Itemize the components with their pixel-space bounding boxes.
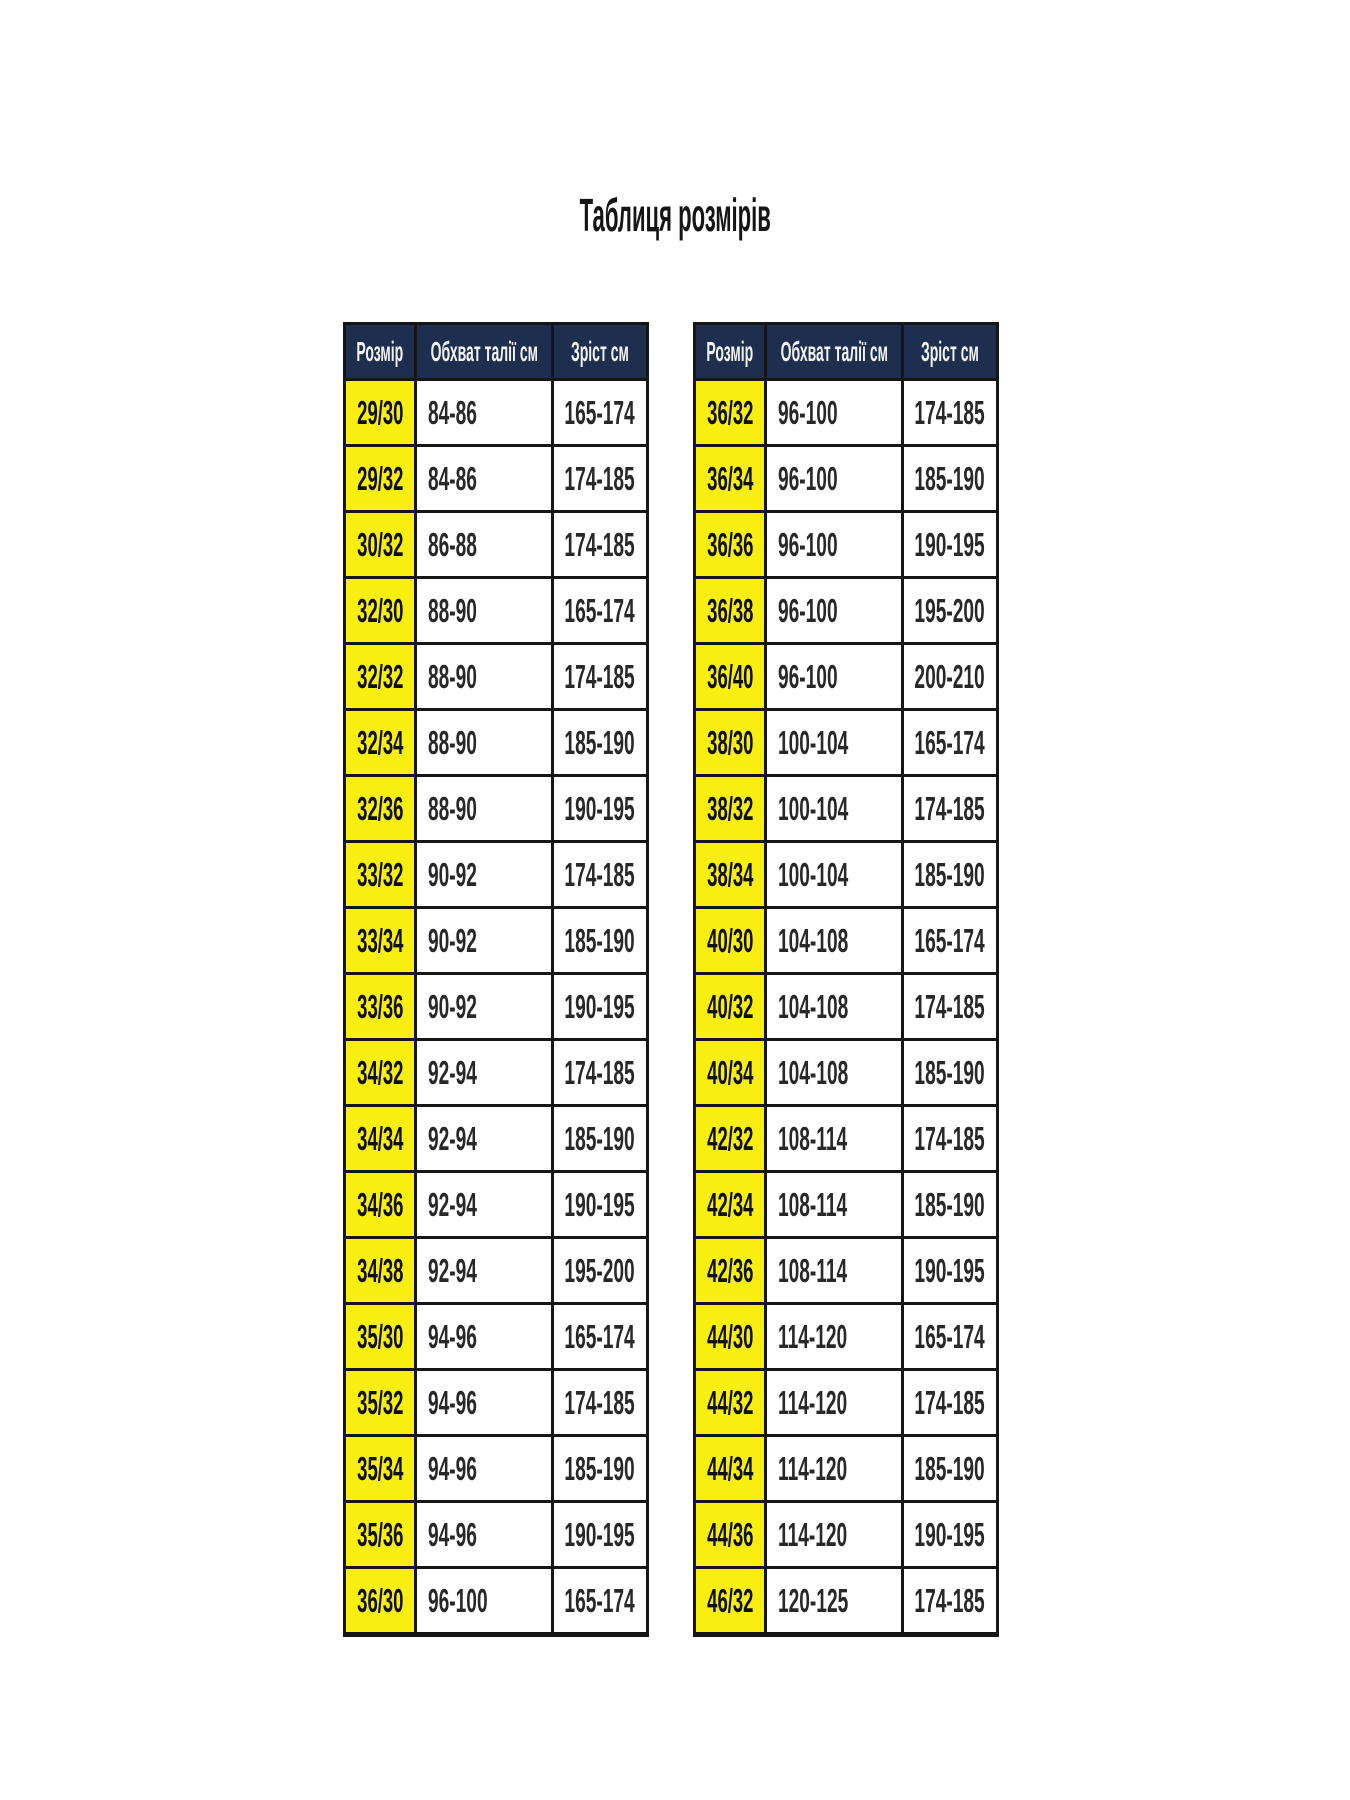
waist-cell <box>414 645 554 708</box>
waist-cell <box>414 1569 554 1632</box>
height-cell-text: 165-174 <box>564 394 636 431</box>
waist-cell <box>764 843 904 906</box>
size-cell-text: 42/32 <box>706 1120 754 1157</box>
table-row <box>346 774 646 840</box>
size-cell <box>346 1437 414 1500</box>
size-cell-text: 34/36 <box>356 1186 404 1223</box>
size-cell-text: 38/32 <box>706 790 754 827</box>
height-cell-text: 185-190 <box>914 1186 986 1223</box>
waist-cell <box>764 1107 904 1170</box>
size-cell-text: 33/36 <box>356 988 404 1025</box>
size-table-left <box>343 322 649 1637</box>
size-cell-text: 36/40 <box>706 658 754 695</box>
waist-cell-text: 114-120 <box>778 1318 848 1355</box>
column-header-size <box>346 325 414 378</box>
size-cell-text: 44/32 <box>706 1384 754 1421</box>
height-cell <box>904 513 996 576</box>
size-cell <box>696 645 764 708</box>
size-cell-text: 38/34 <box>706 856 754 893</box>
size-cell <box>696 513 764 576</box>
table-row <box>346 378 646 444</box>
size-cell-text: 36/38 <box>706 592 754 629</box>
waist-cell-text: 92-94 <box>428 1120 477 1157</box>
table-row <box>696 1236 996 1302</box>
tables-container <box>343 322 999 1637</box>
column-header-height-text: Зріст см <box>571 335 629 367</box>
table-row <box>696 1170 996 1236</box>
table-row <box>346 576 646 642</box>
size-table-right <box>693 322 999 1637</box>
height-cell <box>904 1503 996 1566</box>
height-cell <box>904 1173 996 1236</box>
waist-cell <box>764 513 904 576</box>
waist-cell <box>764 1041 904 1104</box>
waist-cell <box>414 711 554 774</box>
waist-cell-text: 88-90 <box>428 790 477 827</box>
size-cell-text: 40/32 <box>706 988 754 1025</box>
table-row <box>346 972 646 1038</box>
size-cell <box>346 513 414 576</box>
waist-cell-text: 94-96 <box>428 1450 477 1487</box>
height-cell-text: 174-185 <box>914 790 986 827</box>
table-row <box>346 1038 646 1104</box>
table-row <box>696 1038 996 1104</box>
size-cell-text: 44/30 <box>706 1318 754 1355</box>
height-cell <box>904 579 996 642</box>
height-cell-text: 185-190 <box>564 724 636 761</box>
waist-cell <box>764 381 904 444</box>
column-header-height-text: Зріст см <box>921 335 979 367</box>
waist-cell <box>414 1305 554 1368</box>
height-cell <box>554 1503 646 1566</box>
column-header-waist <box>414 325 554 378</box>
height-cell-text: 190-195 <box>564 1516 636 1553</box>
size-cell <box>346 447 414 510</box>
waist-cell-text: 100-104 <box>778 856 849 893</box>
table-row <box>696 1302 996 1368</box>
height-cell <box>904 1437 996 1500</box>
table-row <box>346 642 646 708</box>
table-row <box>696 444 996 510</box>
waist-cell <box>764 1437 904 1500</box>
table-row <box>346 444 646 510</box>
waist-cell-text: 94-96 <box>428 1516 477 1553</box>
height-cell <box>554 909 646 972</box>
height-cell-text: 190-195 <box>564 790 636 827</box>
table-row <box>346 1104 646 1170</box>
waist-cell <box>414 513 554 576</box>
height-cell <box>554 843 646 906</box>
waist-cell <box>764 909 904 972</box>
height-cell-text: 174-185 <box>564 1054 636 1091</box>
size-cell-text: 36/30 <box>356 1582 404 1619</box>
table-row <box>696 972 996 1038</box>
size-cell-text: 32/30 <box>356 592 404 629</box>
column-header-waist <box>764 325 904 378</box>
waist-cell-text: 92-94 <box>428 1252 477 1289</box>
size-cell <box>346 777 414 840</box>
waist-cell <box>764 579 904 642</box>
waist-cell-text: 100-104 <box>778 724 849 761</box>
height-cell-text: 174-185 <box>914 1120 986 1157</box>
waist-cell-text: 114-120 <box>778 1516 848 1553</box>
height-cell <box>554 645 646 708</box>
size-cell-text: 35/36 <box>356 1516 404 1553</box>
height-cell-text: 195-200 <box>564 1252 636 1289</box>
waist-cell <box>764 1173 904 1236</box>
height-cell-text: 185-190 <box>914 856 986 893</box>
size-cell <box>346 579 414 642</box>
height-cell-text: 190-195 <box>914 526 986 563</box>
waist-cell <box>414 1371 554 1434</box>
waist-cell-text: 104-108 <box>778 922 849 959</box>
size-cell <box>346 645 414 708</box>
waist-cell <box>764 711 904 774</box>
waist-cell <box>764 1305 904 1368</box>
height-cell <box>904 1569 996 1632</box>
column-header-size-text: Розмір <box>706 335 754 367</box>
height-cell <box>554 381 646 444</box>
size-cell-text: 46/32 <box>706 1582 754 1619</box>
waist-cell <box>764 645 904 708</box>
waist-cell-text: 108-114 <box>778 1186 848 1223</box>
height-cell-text: 174-185 <box>914 988 986 1025</box>
size-cell <box>696 1371 764 1434</box>
height-cell-text: 174-185 <box>564 526 636 563</box>
waist-cell-text: 86-88 <box>428 526 477 563</box>
waist-cell-text: 114-120 <box>778 1450 848 1487</box>
table-row <box>696 1104 996 1170</box>
height-cell <box>904 777 996 840</box>
height-cell-text: 165-174 <box>914 1318 986 1355</box>
waist-cell-text: 96-100 <box>778 394 838 431</box>
height-cell-text: 165-174 <box>914 724 986 761</box>
size-cell <box>696 975 764 1038</box>
height-cell <box>904 843 996 906</box>
table-row <box>346 1500 646 1566</box>
size-cell <box>346 843 414 906</box>
table-row <box>346 708 646 774</box>
height-cell-text: 185-190 <box>914 1054 986 1091</box>
height-cell-text: 174-185 <box>914 1582 986 1619</box>
size-cell <box>346 1041 414 1104</box>
table-row <box>696 774 996 840</box>
height-cell-text: 174-185 <box>914 394 986 431</box>
height-cell-text: 185-190 <box>914 1450 986 1487</box>
height-cell-text: 174-185 <box>564 856 636 893</box>
size-cell <box>696 777 764 840</box>
waist-cell-text: 88-90 <box>428 724 477 761</box>
waist-cell <box>414 1503 554 1566</box>
size-cell-text: 34/38 <box>356 1252 404 1289</box>
waist-cell <box>764 777 904 840</box>
waist-cell <box>414 579 554 642</box>
waist-cell-text: 108-114 <box>778 1120 848 1157</box>
waist-cell <box>414 381 554 444</box>
size-cell <box>696 1437 764 1500</box>
size-cell-text: 36/36 <box>706 526 754 563</box>
height-cell <box>904 909 996 972</box>
table-row <box>346 1368 646 1434</box>
size-cell-text: 29/30 <box>356 394 404 431</box>
height-cell <box>904 711 996 774</box>
waist-cell <box>764 1569 904 1632</box>
height-cell <box>904 1107 996 1170</box>
waist-cell-text: 100-104 <box>778 790 849 827</box>
size-cell <box>346 381 414 444</box>
size-cell <box>346 1569 414 1632</box>
waist-cell <box>764 1503 904 1566</box>
waist-cell <box>414 1041 554 1104</box>
size-cell-text: 33/32 <box>356 856 404 893</box>
waist-cell-text: 104-108 <box>778 988 849 1025</box>
table-row <box>696 576 996 642</box>
size-cell <box>696 579 764 642</box>
height-cell-text: 165-174 <box>564 1582 636 1619</box>
size-cell-text: 30/32 <box>356 526 404 563</box>
size-cell-text: 35/32 <box>356 1384 404 1421</box>
size-cell <box>346 1503 414 1566</box>
height-cell-text: 165-174 <box>564 1318 636 1355</box>
table-row <box>696 1500 996 1566</box>
height-cell <box>904 1041 996 1104</box>
table-row <box>346 1434 646 1500</box>
waist-cell <box>764 447 904 510</box>
table-row <box>346 1236 646 1302</box>
size-cell <box>696 447 764 510</box>
table-row <box>346 840 646 906</box>
height-cell-text: 200-210 <box>914 658 986 695</box>
waist-cell <box>414 909 554 972</box>
height-cell <box>904 1239 996 1302</box>
size-cell <box>696 843 764 906</box>
height-cell-text: 195-200 <box>914 592 986 629</box>
waist-cell-text: 104-108 <box>778 1054 849 1091</box>
height-cell <box>554 1107 646 1170</box>
size-cell <box>696 909 764 972</box>
waist-cell-text: 92-94 <box>428 1186 477 1223</box>
size-cell <box>346 1305 414 1368</box>
height-cell <box>554 513 646 576</box>
height-cell-text: 174-185 <box>564 658 636 695</box>
height-cell-text: 165-174 <box>914 922 986 959</box>
height-cell-text: 190-195 <box>914 1252 986 1289</box>
header-row <box>696 325 996 378</box>
height-cell <box>554 975 646 1038</box>
height-cell-text: 190-195 <box>914 1516 986 1553</box>
size-cell-text: 35/30 <box>356 1318 404 1355</box>
table-row <box>696 906 996 972</box>
height-cell <box>554 1305 646 1368</box>
waist-cell-text: 92-94 <box>428 1054 477 1091</box>
height-cell-text: 174-185 <box>564 1384 636 1421</box>
size-cell-text: 44/36 <box>706 1516 754 1553</box>
size-cell <box>696 1239 764 1302</box>
size-cell-text: 29/32 <box>356 460 404 497</box>
waist-cell-text: 84-86 <box>428 394 477 431</box>
waist-cell-text: 90-92 <box>428 988 477 1025</box>
size-cell <box>346 1371 414 1434</box>
height-cell <box>554 1239 646 1302</box>
waist-cell-text: 94-96 <box>428 1318 477 1355</box>
table-row <box>696 1368 996 1434</box>
column-header-height <box>904 325 996 378</box>
waist-cell-text: 90-92 <box>428 856 477 893</box>
table-row <box>696 840 996 906</box>
size-cell <box>346 1107 414 1170</box>
waist-cell-text: 88-90 <box>428 658 477 695</box>
table-row <box>696 378 996 444</box>
size-cell <box>696 1503 764 1566</box>
size-cell-text: 44/34 <box>706 1450 754 1487</box>
table-row <box>346 1302 646 1368</box>
height-cell-text: 185-190 <box>564 1120 636 1157</box>
height-cell <box>904 447 996 510</box>
height-cell <box>904 381 996 444</box>
height-cell <box>904 645 996 708</box>
waist-cell-text: 94-96 <box>428 1384 477 1421</box>
size-cell <box>346 975 414 1038</box>
table-row <box>696 1434 996 1500</box>
header-row <box>346 325 646 378</box>
waist-cell <box>414 447 554 510</box>
waist-cell <box>414 843 554 906</box>
table-row <box>346 1170 646 1236</box>
size-cell-text: 40/34 <box>706 1054 754 1091</box>
height-cell-text: 185-190 <box>564 922 636 959</box>
height-cell <box>554 711 646 774</box>
waist-cell-text: 120-125 <box>778 1582 849 1619</box>
height-cell <box>554 579 646 642</box>
height-cell-text: 185-190 <box>564 1450 636 1487</box>
height-cell-text: 190-195 <box>564 1186 636 1223</box>
height-cell <box>554 1173 646 1236</box>
size-cell-text: 42/36 <box>706 1252 754 1289</box>
column-header-waist-text: Обхват талії см <box>430 335 538 367</box>
table-row <box>346 906 646 972</box>
size-cell <box>346 1173 414 1236</box>
size-cell <box>696 1173 764 1236</box>
size-cell-text: 35/34 <box>356 1450 404 1487</box>
size-cell-text: 42/34 <box>706 1186 754 1223</box>
height-cell <box>554 1569 646 1632</box>
size-cell <box>696 1041 764 1104</box>
waist-cell-text: 96-100 <box>778 460 838 497</box>
height-cell <box>904 975 996 1038</box>
height-cell <box>554 1041 646 1104</box>
height-cell-text: 165-174 <box>564 592 636 629</box>
size-cell <box>346 711 414 774</box>
waist-cell-text: 96-100 <box>778 658 838 695</box>
waist-cell-text: 114-120 <box>778 1384 848 1421</box>
column-header-waist-text: Обхват талії см <box>780 335 888 367</box>
height-cell <box>904 1371 996 1434</box>
waist-cell <box>764 1239 904 1302</box>
size-cell-text: 32/32 <box>356 658 404 695</box>
height-cell-text: 190-195 <box>564 988 636 1025</box>
size-cell-text: 38/30 <box>706 724 754 761</box>
table-row <box>346 510 646 576</box>
size-cell-text: 34/34 <box>356 1120 404 1157</box>
size-cell-text: 34/32 <box>356 1054 404 1091</box>
size-cell-text: 40/30 <box>706 922 754 959</box>
table-row <box>696 1566 996 1632</box>
waist-cell-text: 96-100 <box>778 526 838 563</box>
waist-cell <box>414 1173 554 1236</box>
waist-cell-text: 90-92 <box>428 922 477 959</box>
waist-cell <box>414 975 554 1038</box>
waist-cell-text: 96-100 <box>428 1582 488 1619</box>
size-cell <box>346 1239 414 1302</box>
height-cell-text: 174-185 <box>914 1384 986 1421</box>
table-row <box>346 1566 646 1632</box>
size-cell-text: 32/34 <box>356 724 404 761</box>
size-cell <box>696 381 764 444</box>
size-cell-text: 33/34 <box>356 922 404 959</box>
table-row <box>696 510 996 576</box>
waist-cell <box>414 1107 554 1170</box>
height-cell-text: 185-190 <box>914 460 986 497</box>
table-row <box>696 708 996 774</box>
waist-cell-text: 108-114 <box>778 1252 848 1289</box>
waist-cell <box>764 975 904 1038</box>
column-header-size-text: Розмір <box>356 335 404 367</box>
size-cell-text: 36/32 <box>706 394 754 431</box>
waist-cell-text: 96-100 <box>778 592 838 629</box>
size-cell <box>696 1305 764 1368</box>
height-cell <box>554 777 646 840</box>
size-cell-text: 36/34 <box>706 460 754 497</box>
height-cell-text: 174-185 <box>564 460 636 497</box>
size-cell <box>696 711 764 774</box>
size-cell <box>346 909 414 972</box>
waist-cell-text: 84-86 <box>428 460 477 497</box>
size-cell <box>696 1107 764 1170</box>
waist-cell <box>414 777 554 840</box>
height-cell <box>554 447 646 510</box>
table-row <box>696 642 996 708</box>
waist-cell-text: 88-90 <box>428 592 477 629</box>
height-cell <box>554 1437 646 1500</box>
size-cell-text: 32/36 <box>356 790 404 827</box>
height-cell <box>554 1371 646 1434</box>
waist-cell <box>764 1371 904 1434</box>
page-title: Таблиця розмірів <box>579 189 771 241</box>
waist-cell <box>414 1437 554 1500</box>
waist-cell <box>414 1239 554 1302</box>
column-header-size <box>696 325 764 378</box>
size-cell <box>696 1569 764 1632</box>
column-header-height <box>554 325 646 378</box>
height-cell <box>904 1305 996 1368</box>
